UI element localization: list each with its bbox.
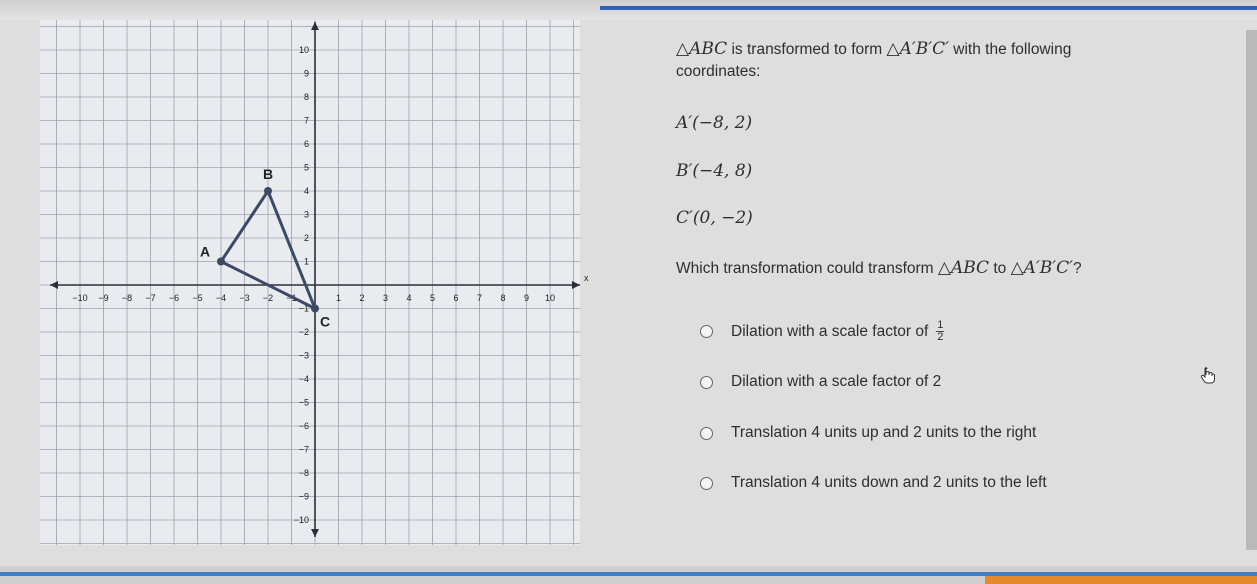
intro-line2: coordinates: <box>676 63 761 80</box>
scrollbar[interactable] <box>1246 30 1257 550</box>
coord-a-prime: A′(−8, 2) <box>676 113 753 133</box>
triangle-abc: △ABC <box>676 39 728 59</box>
x-axis-label: x <box>584 273 589 283</box>
x-tick-label: −9 <box>98 293 109 303</box>
y-tick-label: −1 <box>298 303 309 314</box>
hand-pointer-icon <box>1201 366 1215 384</box>
fraction-numerator: 1 <box>937 319 944 331</box>
radio-button[interactable] <box>700 376 713 389</box>
coordinate-plane <box>40 20 600 550</box>
x-tick-label: −10 <box>72 293 88 303</box>
x-tick-label: 6 <box>453 293 459 303</box>
x-tick-label: −7 <box>145 293 156 303</box>
x-tick-label: −5 <box>192 293 203 303</box>
y-tick-label: −8 <box>298 468 309 478</box>
y-tick-label: 4 <box>303 186 309 196</box>
point-label-a: A <box>199 243 211 260</box>
y-tick-label: 7 <box>303 115 309 126</box>
x-tick-label: −4 <box>215 293 227 303</box>
y-tick-label: 9 <box>303 68 309 79</box>
y-tick-label: −3 <box>298 350 309 361</box>
x-tick-label: −8 <box>121 293 133 303</box>
radio-button[interactable] <box>700 477 713 490</box>
top-strip <box>0 0 1257 20</box>
prompt-abc: △ABC <box>937 258 990 278</box>
prompt-to: to <box>989 260 1011 277</box>
top-accent-bar <box>600 6 1257 10</box>
triangle-abc-prime: △A′B′C′ <box>886 39 949 59</box>
y-tick-label: 5 <box>303 162 309 173</box>
x-tick-label: 2 <box>359 293 365 303</box>
x-tick-label: 3 <box>382 293 389 303</box>
option-dilation-2[interactable] <box>700 373 941 391</box>
coord-b-prime: B′(−4, 8) <box>676 161 753 181</box>
option-dilation-half[interactable] <box>700 320 944 343</box>
point-a <box>217 258 225 266</box>
point-label-c: C <box>319 313 331 330</box>
radio-button[interactable] <box>700 427 713 440</box>
y-tick-label: 3 <box>303 209 309 220</box>
prompt-pre: Which transformation could transform <box>676 260 938 277</box>
y-tick-label: 6 <box>303 139 309 149</box>
y-tick-label: −4 <box>298 374 309 384</box>
y-tick-label: −2 <box>298 327 309 337</box>
bottom-orange-bar <box>985 576 1257 584</box>
x-tick-label: 4 <box>406 293 412 303</box>
x-tick-label: −3 <box>239 293 250 303</box>
x-tick-label: 1 <box>335 293 342 303</box>
y-tick-label: −9 <box>298 491 309 502</box>
y-tick-label: 1 <box>303 256 309 267</box>
y-tick-label: 10 <box>298 45 309 55</box>
option-translation-down-left[interactable] <box>700 474 1047 492</box>
option-label: Translation 4 units down and 2 units to the left <box>731 474 1047 491</box>
intro-mid: is transformed to form <box>727 41 887 58</box>
x-tick-label: 7 <box>476 293 483 303</box>
option-translation-up-right[interactable] <box>700 424 1036 442</box>
intro-post: with the following <box>948 41 1072 58</box>
radio-button[interactable] <box>700 325 713 338</box>
fraction <box>936 320 944 343</box>
coord-c-prime: C′(0, −2) <box>676 208 753 228</box>
prompt-end: ? <box>1073 260 1082 277</box>
y-tick-label: −10 <box>293 515 309 525</box>
x-tick-label: 9 <box>523 293 530 303</box>
y-tick-label: −7 <box>298 444 309 455</box>
question-text <box>676 38 1236 83</box>
point-label-b: B <box>262 166 274 182</box>
x-tick-label: −1 <box>286 293 297 303</box>
prompt-target: △A′B′C′ <box>1010 258 1074 278</box>
x-tick-label: 8 <box>500 293 506 303</box>
y-tick-label: −5 <box>298 397 309 408</box>
y-tick-label: 8 <box>303 92 309 102</box>
x-tick-label: 10 <box>544 293 556 303</box>
x-tick-label: −6 <box>168 293 180 303</box>
y-tick-label: −6 <box>298 421 309 431</box>
graph-background <box>40 20 580 545</box>
point-c <box>311 305 319 313</box>
point-b <box>264 187 272 195</box>
option-label: Dilation with a scale factor of <box>731 322 929 340</box>
x-tick-label: −2 <box>262 293 274 303</box>
fraction-denominator: 2 <box>937 331 944 343</box>
option-label: Dilation with a scale factor of 2 <box>731 373 942 390</box>
question-prompt <box>676 258 1082 278</box>
x-tick-label: 5 <box>429 293 436 303</box>
y-tick-label: 2 <box>303 233 309 243</box>
option-label: Translation 4 units up and 2 units to the right <box>731 424 1037 441</box>
